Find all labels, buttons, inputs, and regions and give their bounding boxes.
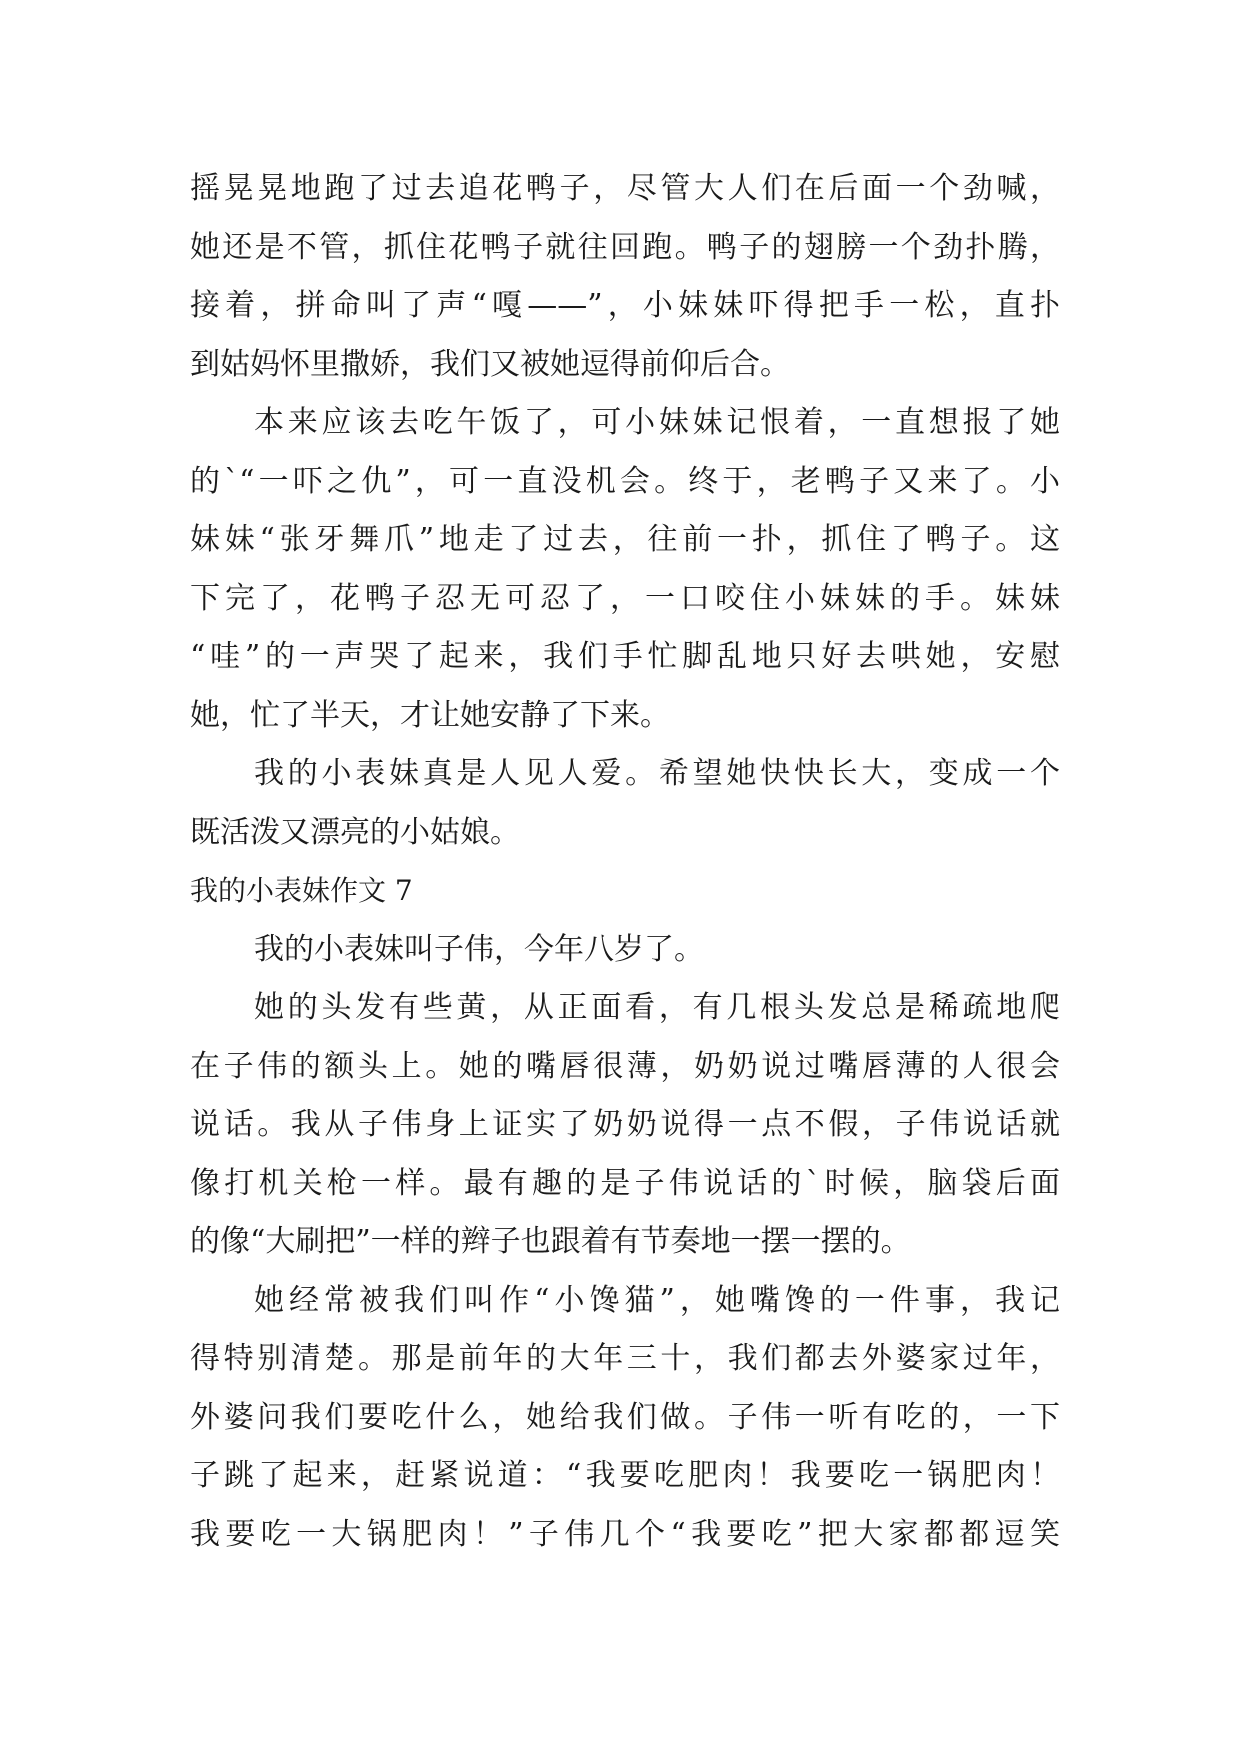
text-line: 她经常被我们叫作“小馋猫”，她嘴馋的一件事，我记 [254, 1282, 1060, 1318]
text-line: 在子伟的额头上。她的嘴唇很薄，奶奶说过嘴唇薄的人很会 [190, 1048, 1060, 1084]
text-line: 既活泼又漂亮的小姑娘。 [190, 814, 520, 850]
section-heading: 我的小表妹作文 7 [190, 874, 413, 907]
text-line: 下完了，花鸭子忍无可忍了，一口咬住小妹妹的手。妹妹 [190, 580, 1060, 616]
text-line: 我的小表妹真是人见人爱。希望她快快长大，变成一个 [254, 756, 1060, 791]
text-line: 外婆问我们要吃什么，她给我们做。子伟一听有吃的，一下 [190, 1399, 1060, 1435]
text-line: 得特别清楚。那是前年的大年三十，我们都去外婆家过年， [190, 1341, 1060, 1376]
text-line: 本来应该去吃午饭了，可小妹妹记恨着，一直想报了她 [254, 405, 1060, 440]
text-line: 妹妹“张牙舞爪”地走了过去，往前一扑，抓住了鸭子。这 [190, 522, 1060, 557]
text-line: 接着，拼命叫了声“嘎——”，小妹妹吓得把手一松，直扑 [190, 288, 1060, 323]
document-body [190, 160, 1060, 1564]
text-line: 她，忙了半天，才让她安静了下来。 [190, 697, 670, 733]
text-line: 的像“大刷把”一样的辫子也跟着有节奏地一摆一摆的。 [190, 1224, 911, 1259]
text-line: 说话。我从子伟身上证实了奶奶说得一点不假，子伟说话就 [190, 1107, 1060, 1142]
text-line: 她还是不管，抓住花鸭子就往回跑。鸭子的翅膀一个劲扑腾， [190, 229, 1060, 265]
text-line: 摇晃晃地跑了过去追花鸭子，尽管大人们在后面一个劲喊， [190, 171, 1060, 206]
text-line: 我的小表妹叫子伟，今年八岁了。 [254, 931, 704, 967]
text-line: “哇”的一声哭了起来，我们手忙脚乱地只好去哄她，安慰 [190, 639, 1060, 674]
text-line: 她的头发有些黄，从正面看，有几根头发总是稀疏地爬 [254, 990, 1060, 1025]
text-line: 子跳了起来，赶紧说道：“我要吃肥肉！我要吃一锅肥肉！ [190, 1458, 1060, 1493]
text-line: 到姑妈怀里撒娇，我们又被她逗得前仰后合。 [190, 346, 790, 382]
text-line: 我要吃一大锅肥肉！”子伟几个“我要吃”把大家都都逗笑 [190, 1516, 1060, 1552]
text-line: 的`“一吓之仇”，可一直没机会。终于，老鸭子又来了。小 [190, 463, 1060, 499]
text-line: 像打机关枪一样。最有趣的是子伟说话的`时候，脑袋后面 [190, 1165, 1060, 1201]
